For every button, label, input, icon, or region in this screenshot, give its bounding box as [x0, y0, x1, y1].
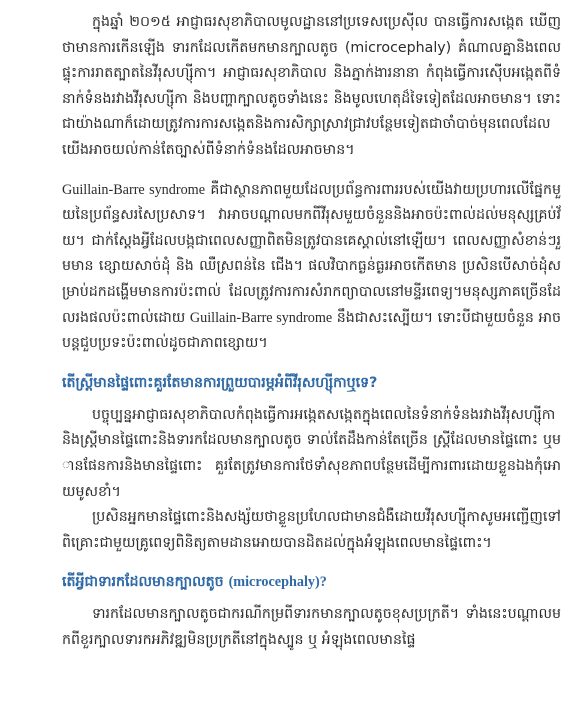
- paragraph-guillain-barre-text: គឺជាស្ថានភាពមួយដែលប្រព័ន្ធការពាររបស់យើងវាយប្រហារលើផ្នែកមួយនៃប្រព័ន្ធសរសៃប្រសាទ។ វាអាចបណ្តាលមកពីវីរុសមួយចំនួននិងអាចប៉ះពាល់ដល់មនុស្សគ្រប់វ័យ។ ជាក់ស្តែងអ្វីដែលបង្កជាពេលសញ្ញាពិតមិនត្រូវបានគេស្គាល់នៅឡើយ។ ពេលសញ្ញាសំខាន់ៗរួមមាន ខ្សោយសាច់ដុំ និង ឈឺស្រពន់នៃ ជើង។ ផលវិបាកធ្ងន់ធ្ងរអាចកើតមាន ប្រសិនបើសាច់ដុំសម្រាប់ដកដង្ហើមមានការប៉ះពាល់ ដែលត្រូវការការសំរាកព្យាបាលនៅមន្ទីរពេទ្យ។មនុស្សភាគច្រើនដែលរងផលប៉ះពាល់ដោយ: [62, 181, 561, 326]
- term-guillain-barre: Guillain-Barre syndrome: [62, 181, 206, 198]
- term-guillain-barre-2: Guillain-Barre syndrome: [189, 309, 333, 326]
- paragraph-microcephaly-definition: ទារកដែលមានក្បាលតូចជាករណីកម្រពីទារកមានក្បាលតូចខុសប្រក្រតី។ ទាំងនេះបណ្តាលមកពីខួរក្បាលទារកអភិវឌ្ឍមិនប្រក្រតីនៅក្នុងស្បូន ឬ អំឡុងពេលមានផ្ទៃ: [62, 606, 561, 648]
- heading-what-is-microcephaly-latin: (microcephaly)?: [228, 574, 327, 591]
- heading-what-is-microcephaly: [62, 570, 561, 594]
- paragraph-guillain-barre: [62, 178, 561, 357]
- heading-what-is-microcephaly-khmer: តើអ្វីជាទារកដែលមានក្បាលតូច: [62, 574, 229, 591]
- paragraph-guillain-barre-tail: នឹងជាសះស្បើយ។ ទោះបីជាមួយចំនួន អាចបន្តជួបប្រទះប៉ះពាល់ដូចជាភាពខ្សោយ។: [62, 309, 561, 352]
- paragraph-pregnant-women-consult: ប្រសិនអ្នកមានផ្ទៃពោះនិងសង្ស័យថាខ្លួនប្រហែលជាមានជំងឺដោយវីរុសហ្ស៊ីកាសូមអញ្ជើញទៅពិគ្រោះជាមួយគ្រូពេទ្យពិនិត្យតាមដានអោយបានដិតដល់ក្នុងអំឡុងពេលមានផ្ទៃពោះ។: [62, 509, 561, 551]
- paragraph-microcephaly-brazil: ក្នុងឆ្នាំ ២០១៥ អាជ្ញាធរសុខាភិបាលមូលដ្ឋាននៅប្រទេសប្រេស៊ីល បានធ្វើការសង្កេត ឃើញថាមានការកើនឡើង ទារកដែលកើតមកមានក្បាលតូច (microcephaly) គំណាលគ្នានិងពេលផ្ទុះការរាតត្បាតនៃវីរុសហ្ស៊ីកា។ អាជ្ញាធរសុខាភិបាល និងភ្នាក់ងារនានា កំពុងធ្វើការស៊ើបអង្កេតពីទំនាក់ទំនងរវាងវីរុសហ្ស៊ីកា និងបញ្ហាក្បាលតូចទាំងនេះ និងមូលហេតុដ៏ទៃទៀតដែលអាចមាន។ ទោះជាយ៉ាងណាក៏ដោយត្រូវការការសង្កេតនិងការសិក្សាស្រាវជ្រាវបន្ថែមទៀតជាចាំបាច់មុនពេលដែលយើងអាចយល់កាន់តែច្បាស់ពីទំនាក់ទំនងដែលអាចមាន។: [62, 14, 561, 158]
- paragraph-pregnant-women-advice: បច្ចុប្បន្នអាជ្ញាធរសុខាភិបាលកំពុងធ្វើការអង្កេតសង្កេតក្នុងពេលនៃទំនាក់ទំនងរវាងវីរុសហ្ស៊ីកានិងស្ត្រីមានផ្ទៃពោះនិងទារកដែលមានក្បាលតូច ទាល់តែដឹងកាន់តែច្រើន ស្ត្រីដែលមានផ្ទៃពោះ ឬមានផែនការនិងមានផ្ទៃពោះ គួរតែត្រូវមានការថែទាំសុខភាពបន្ថែមដើម្បីការពារដោយខ្លួនឯងកុំអោយមូសខាំ។: [62, 406, 561, 500]
- heading-pregnant-women-concern: តើស្ត្រីមានផ្ទៃពោះគួរតែមានការព្រួយបារម្ភអំពីវីរុសហ្ស៊ីកាឬទេ?: [62, 374, 378, 391]
